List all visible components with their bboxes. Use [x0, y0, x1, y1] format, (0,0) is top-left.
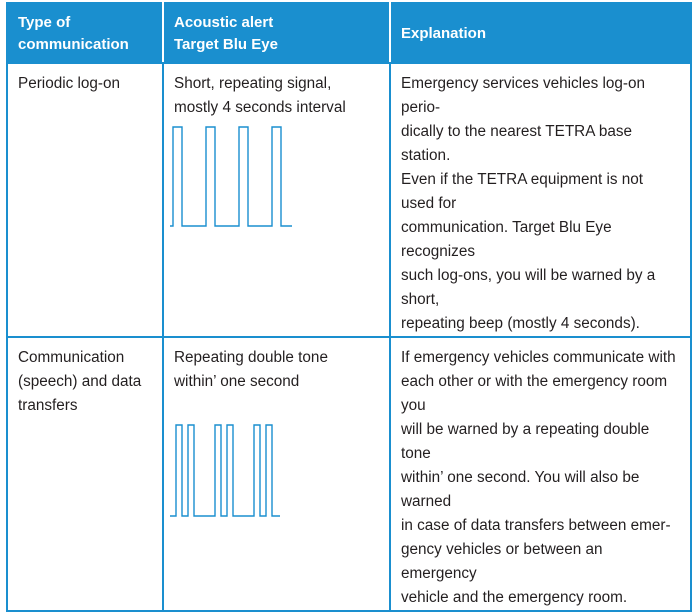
row2-alert-line1: Repeating double tone: [174, 349, 328, 366]
row1-expl-line: Even if the TETRA equipment is not used for: [401, 171, 644, 212]
row1-explanation-cell: [390, 63, 691, 337]
row2-type-line3: transfers: [18, 397, 78, 414]
row1-explanation: [391, 64, 690, 336]
row1-expl-line: Emergency services vehicles log-on perio-: [401, 75, 646, 116]
table-row: [7, 63, 691, 337]
row1-expl-line: communication. Target Blu Eye recognizes: [401, 219, 612, 260]
header-type-line2: communication: [18, 36, 129, 53]
double-pulse-icon: [168, 394, 308, 529]
row2-expl-line: in case of data transfers between emer-: [401, 517, 671, 534]
header-type-line1: Type of: [18, 14, 71, 31]
row2-alert-cell: [163, 337, 390, 611]
row2-expl-line: gency vehicles or between an emergency: [401, 541, 603, 582]
row1-type: Periodic log-on: [18, 75, 121, 92]
row2-expl-line: vehicle and the emergency room.: [401, 589, 628, 606]
row2-explanation: [391, 338, 690, 610]
table-header-row: [7, 3, 691, 63]
row1-alert-cell: [163, 63, 390, 337]
header-alert: [163, 3, 390, 63]
table-row: [7, 337, 691, 611]
row1-alert-line1: Short, repeating signal,: [174, 75, 332, 92]
row1-alert-line2: mostly 4 seconds interval: [174, 99, 346, 116]
row2-type-line2: (speech) and data: [18, 373, 142, 390]
row1-expl-line: repeating beep (mostly 4 seconds).: [401, 315, 640, 332]
row2-expl-line: will be warned by a repeating double tone: [401, 421, 650, 462]
header-explanation: [390, 3, 691, 63]
row2-type-cell: [7, 337, 163, 611]
header-alert-line2: Target Blu Eye: [174, 36, 278, 53]
row1-type-cell: [7, 63, 163, 337]
row2-expl-line: within’ one second. You will also be warned: [401, 469, 640, 510]
alert-table: [6, 2, 692, 612]
header-explanation-text: Explanation: [401, 25, 487, 42]
row2-expl-line: If emergency vehicles communicate with: [401, 349, 676, 366]
header-alert-line1: Acoustic alert: [174, 14, 274, 31]
header-type: [7, 3, 163, 63]
row1-expl-line: such log-ons, you will be warned by a short,: [401, 267, 656, 308]
row2-explanation-cell: [390, 337, 691, 611]
single-pulse-icon: [168, 120, 308, 235]
row2-expl-line: each other or with the emergency room you: [401, 373, 668, 414]
row1-expl-line: dically to the nearest TETRA base station.: [401, 123, 632, 164]
row2-alert-line2: within’ one second: [174, 373, 300, 390]
row2-type-line1: Communication: [18, 349, 125, 366]
